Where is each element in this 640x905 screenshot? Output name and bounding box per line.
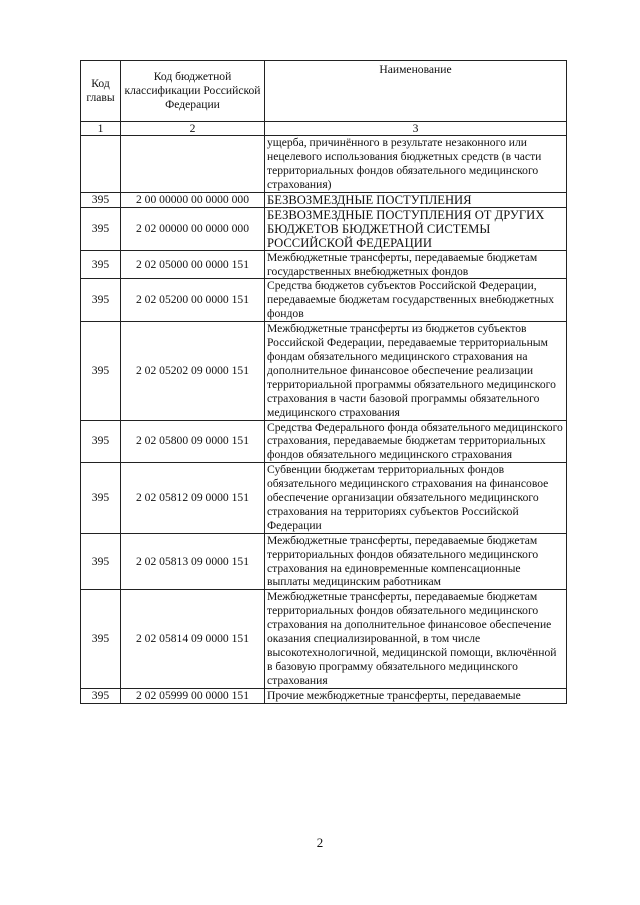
table-row [81,322,567,420]
row-budget-code: 2 02 05202 09 0000 151 [121,322,265,420]
table-row [81,590,567,688]
row-chapter-code [81,136,121,193]
row-budget-code: 2 02 05200 00 0000 151 [121,279,265,322]
row-budget-code: 2 02 05800 09 0000 151 [121,420,265,463]
column-number-3: 3 [265,122,567,136]
row-chapter-code: 395 [81,533,121,590]
budget-classification-table [80,60,567,704]
table-row [81,463,567,534]
row-name: Межбюджетные трансферты из бюджетов субъектов Российской Федерации, передаваемые территориальным фондам обязательного медицинского страхования на дополнительное финансовое обеспечение реализации территориальной программы обязательного медицинского страхования в части базовой программы обязательного медицинского страхования [265,322,567,420]
row-chapter-code: 395 [81,192,121,207]
column-number-2: 2 [121,122,265,136]
row-chapter-code: 395 [81,279,121,322]
row-chapter-code: 395 [81,420,121,463]
table-row [81,420,567,463]
row-budget-code: 2 02 05814 09 0000 151 [121,590,265,688]
row-name: Средства бюджетов субъектов Российской Федерации, передаваемые бюджетам государственных внебюджетных фондов [265,279,567,322]
row-chapter-code: 395 [81,207,121,250]
header-budget-code: Код бюджетной классификации Российской Федерации [121,61,265,122]
row-chapter-code: 395 [81,250,121,279]
table-row [81,279,567,322]
row-name: БЕЗВОЗМЕЗДНЫЕ ПОСТУПЛЕНИЯ ОТ ДРУГИХ БЮДЖЕТОВ БЮДЖЕТНОЙ СИСТЕМЫ РОССИЙСКОЙ ФЕДЕРАЦИИ [265,207,567,250]
row-name: Прочие межбюджетные трансферты, передаваемые [265,688,567,703]
row-chapter-code: 395 [81,688,121,703]
row-name: ущерба, причинённого в результате незаконного или нецелевого использования бюджетных средств (в части территориальных фондов обязательного медицинского страхования) [265,136,567,193]
table-row [81,192,567,207]
page-number: 2 [316,835,324,850]
table-row [81,688,567,703]
column-number-1: 1 [81,122,121,136]
row-budget-code: 2 02 00000 00 0000 000 [121,207,265,250]
table-row [81,533,567,590]
row-chapter-code: 395 [81,590,121,688]
row-name: Межбюджетные трансферты, передаваемые бюджетам государственных внебюджетных фондов [265,250,567,279]
row-name: Субвенции бюджетам территориальных фондов обязательного медицинского страхования на финансовое обеспечение организации обязательного медицинского страхования на территориях субъектов Российской Федерации [265,463,567,534]
row-budget-code: 2 02 05813 09 0000 151 [121,533,265,590]
header-name: Наименование [265,61,567,122]
row-name: БЕЗВОЗМЕЗДНЫЕ ПОСТУПЛЕНИЯ [265,192,567,207]
row-budget-code [121,136,265,193]
column-number-row [81,122,567,136]
table-header-row [81,61,567,122]
row-budget-code: 2 00 00000 00 0000 000 [121,192,265,207]
row-budget-code: 2 02 05999 00 0000 151 [121,688,265,703]
row-name: Межбюджетные трансферты, передаваемые бюджетам территориальных фондов обязательного медицинского страхования на единовременные компенсационные выплаты медицинским работникам [265,533,567,590]
row-budget-code: 2 02 05000 00 0000 151 [121,250,265,279]
row-name: Межбюджетные трансферты, передаваемые бюджетам территориальных фондов обязательного медицинского страхования на дополнительное финансовое обеспечение оказания специализированной, в том числе высокотехнологичной, медицинской помощи, включённой в базовую программу обязательного медицинского страхования [265,590,567,688]
row-chapter-code: 395 [81,322,121,420]
table-row [81,207,567,250]
row-chapter-code: 395 [81,463,121,534]
table-row [81,136,567,193]
row-budget-code: 2 02 05812 09 0000 151 [121,463,265,534]
row-name: Средства Федерального фонда обязательного медицинского страхования, передаваемые бюджетам территориальных фондов обязательного медицинского страхования [265,420,567,463]
table-row [81,250,567,279]
header-chapter-code: Код главы [81,61,121,122]
